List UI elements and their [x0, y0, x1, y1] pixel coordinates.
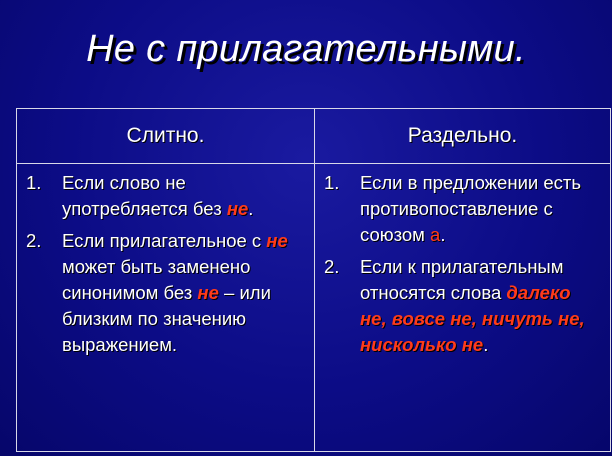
- header-together: Слитно.: [17, 109, 315, 164]
- particle-ne-highlight: не: [197, 282, 219, 303]
- header-separate: Раздельно.: [315, 109, 611, 164]
- together-rule-2: [18, 228, 313, 358]
- rule-text: может быть заменено синонимом без: [62, 256, 251, 303]
- separate-rules-cell: [315, 164, 611, 452]
- rule-number: 2.: [324, 256, 340, 277]
- table-body-row: [17, 164, 611, 452]
- together-rule-1: [18, 170, 313, 222]
- rule-text: – или близким по значению выражением.: [62, 282, 271, 355]
- together-rules-list: [18, 170, 313, 358]
- together-rules-cell: [17, 164, 315, 452]
- slide-title: Не с прилагательными.: [86, 28, 526, 70]
- negation-words-highlight: далеко не, вовсе не, ничуть не, нисколько не: [360, 282, 585, 355]
- conjunction-a-highlight: а: [430, 224, 441, 245]
- separate-rules-list: [316, 170, 609, 358]
- particle-ne-highlight: не: [226, 198, 249, 219]
- rule-text: Если прилагательное с: [62, 230, 267, 251]
- rule-number: 1.: [324, 172, 340, 193]
- separate-rule-1: [316, 170, 609, 248]
- particle-ne-highlight: не: [266, 230, 288, 251]
- rules-table: [16, 108, 611, 452]
- rule-text: Если к прилагательным относятся слова: [360, 256, 564, 303]
- rule-text: .: [248, 198, 254, 219]
- rule-text: .: [440, 224, 446, 245]
- rule-text: .: [483, 334, 489, 355]
- rule-number: 2.: [26, 230, 42, 251]
- rule-number: 1.: [26, 172, 42, 193]
- rule-text: Если в предложении есть противопоставление с союзом: [360, 172, 582, 245]
- table-header-row: [17, 109, 611, 164]
- separate-rule-2: [316, 254, 609, 358]
- rule-text: Если слово не употребляется без: [62, 172, 227, 219]
